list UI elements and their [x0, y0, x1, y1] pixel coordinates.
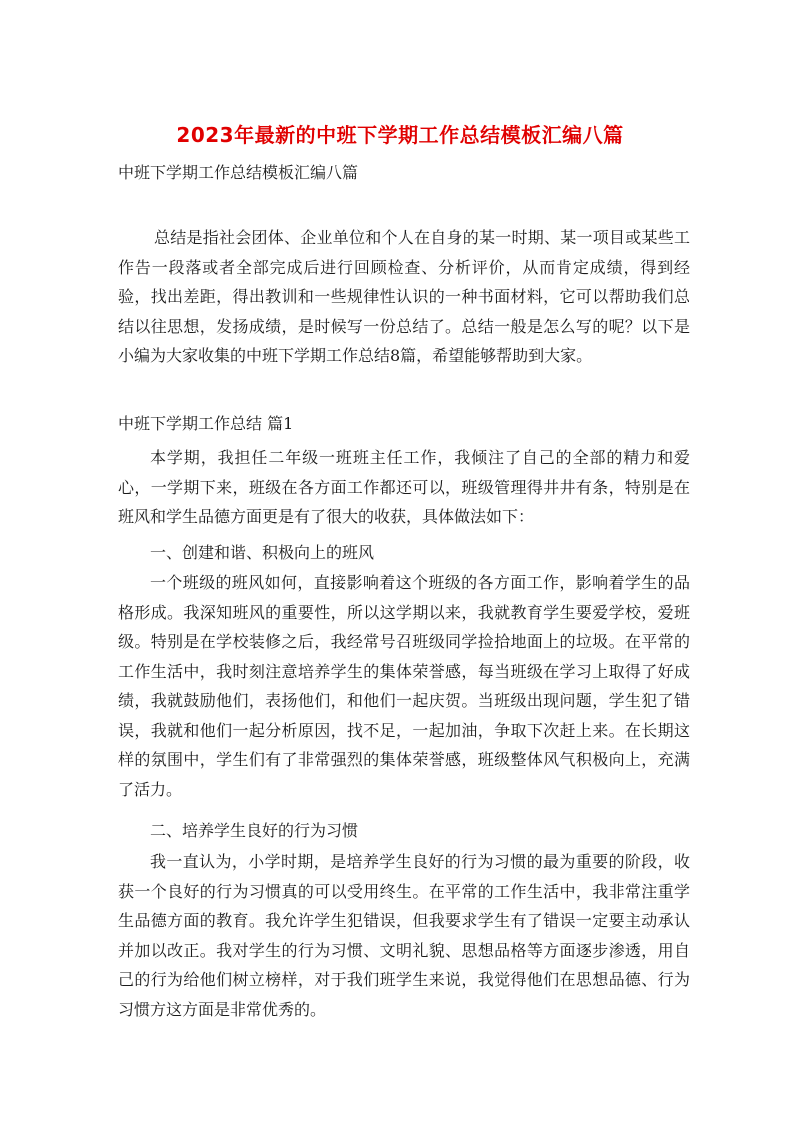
document-subtitle: 中班下学期工作总结模板汇编八篇 [118, 163, 359, 182]
section-paragraph: 本学期，我担任二年级一班班主任工作，我倾注了自己的全部的精力和爱心，一学期下来，班级在各方面工作都还可以，班级管理得井井有条，特别是在班风和学生品德方面更是有了很大的收获，具体做法如下： [118, 448, 690, 526]
document-title: 2023年最新的中班下学期工作总结模板汇编八篇 [176, 123, 624, 147]
subsection-heading: 二、培养学生良好的行为习惯 [150, 821, 359, 840]
section-heading: 中班下学期工作总结 篇1 [118, 414, 294, 433]
intro-paragraph: 总结是指社会团体、企业单位和个人在自身的某一时期、某一项目或某些工作告一段落或者全部完成后进行回顾检查、分析评价，从而肯定成绩，得到经验，找出差距，得出教训和一些规律性认识的一种书面材料，它可以帮助我们总结以往思想，发扬成绩，是时候写一份总结了。总结一般是怎么写的呢？以下是小编为大家收集的中班下学期工作总结8篇，希望能够帮助到大家。 [118, 228, 690, 365]
subsection-paragraph: 一个班级的班风如何，直接影响着这个班级的各方面工作，影响着学生的品格形成。我深知班风的重要性，所以这学期以来，我就教育学生要爱学校，爱班级。特别是在学校装修之后，我经常号召班级同学捡拾地面上的垃圾。在平常的工作生活中，我时刻注意培养学生的集体荣誉感，每当班级在学习上取得了好成绩，我就鼓励他们，表扬他们，和他们一起庆贺。当班级出现问题，学生犯了错误，我就和他们一起分析原因，找不足，一起加油，争取下次赶上来。在长期这样的氛围中，学生们有了非常强烈的集体荣誉感，班级整体风气积极向上，充满了活力。 [118, 573, 690, 799]
subsection-paragraph: 我一直认为，小学时期，是培养学生良好的行为习惯的最为重要的阶段，收获一个良好的行为习惯真的可以受用终生。在平常的工作生活中，我非常注重学生品德方面的教育。我允许学生犯错误，但我要求学生有了错误一定要主动承认并加以改正。我对学生的行为习惯、文明礼貌、思想品格等方面逐步渗透，用自己的行为给他们树立榜样，对于我们班学生来说，我觉得他们在思想品德、行为习惯方这方面是非常优秀的。 [118, 852, 690, 1019]
subsection-heading: 一、创建和谐、积极向上的班风 [150, 543, 375, 562]
